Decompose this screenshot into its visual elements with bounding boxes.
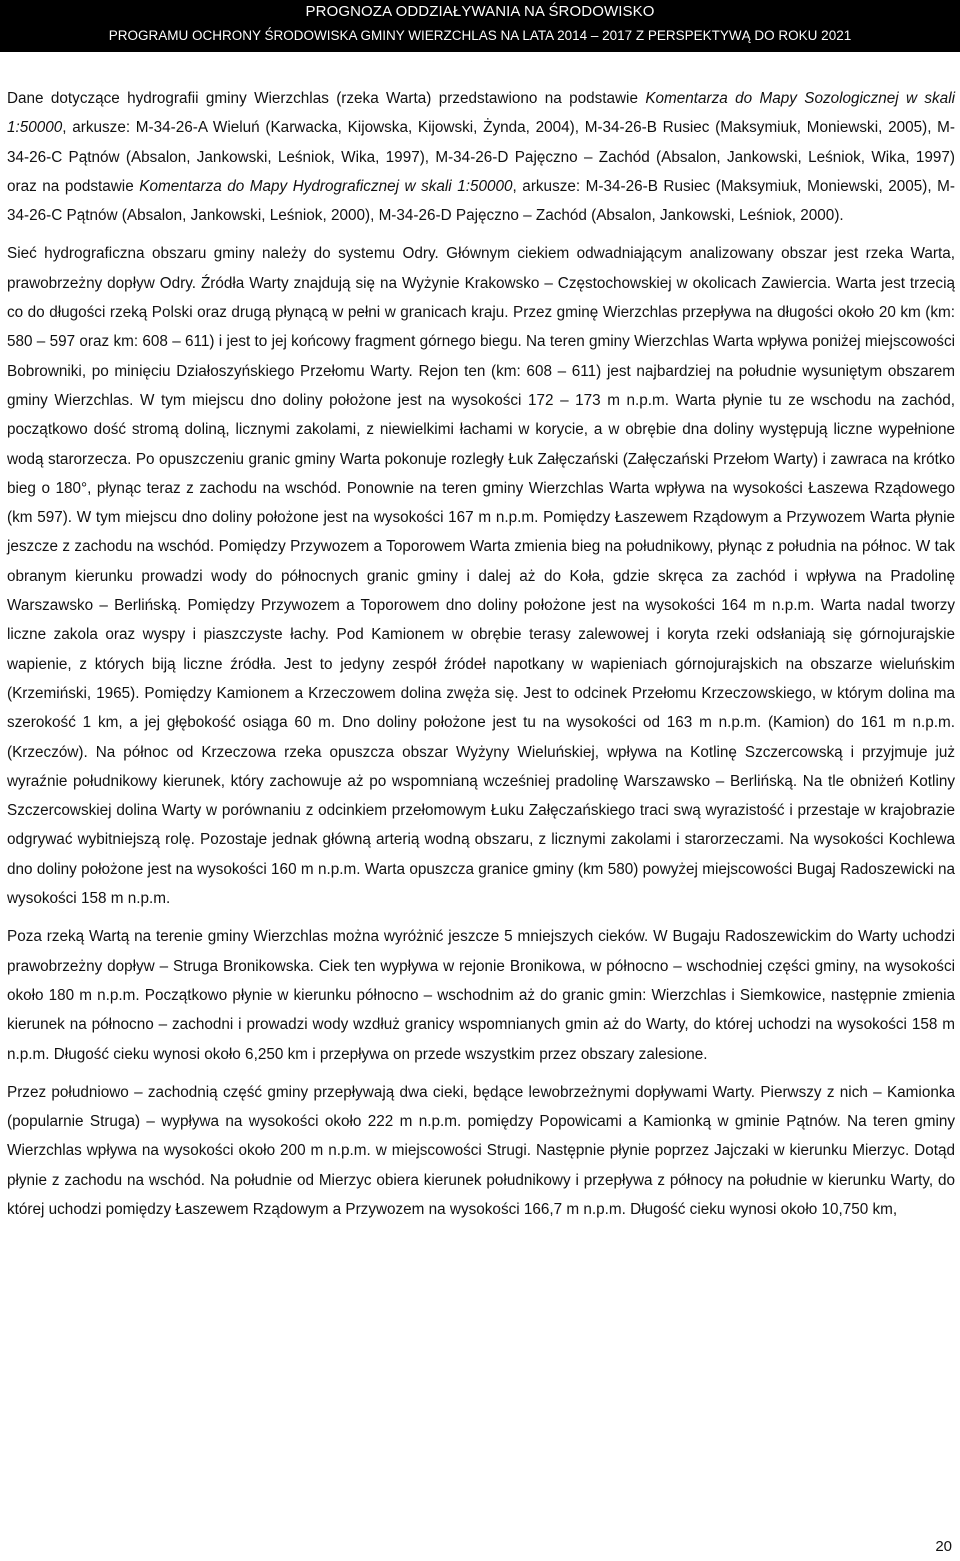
paragraph-sources xyxy=(7,84,955,230)
paragraph-sources-text-e: , arkusze: M-34-26-B Rusiec (Maksymiuk, Moniewski, 2005), M-34-26-C Pątnów (Absalon, Jankowski, Leśniok, 2000), M-34-26-D Pajęczno – Zachód (Absalon, Jankowski, Leśniok, 2000). xyxy=(7,177,956,225)
header-subtitle: PROGRAMU OCHRONY ŚRODOWISKA GMINY WIERZCHLAS NA LATA 2014 – 2017 Z PERSPEKTYWĄ DO ROKU 2021 xyxy=(108,28,852,43)
paragraph-warta-river: Sieć hydrograficzna obszaru gminy należy do systemu Odry. Głównym ciekiem odwadniającym analizowany obszar jest rzeka Warta, prawobrzeżny dopływ Odry. Źródła Warty znajdują się na Wyżynie Krakowsko – Częstochowskiej w okolicach Zawiercia. Warta jest trzecią co do długości rzeką Polski oraz drugą płynącą w pełni w granicach kraju. Przez gminę Wierzchlas przepływa na długości około 20 km (km: 580 – 597 oraz km: 608 – 611) i jest to jej końcowy fragment górnego biegu. Na teren gminy Wierzchlas Warta wpływa poniżej miejscowości Bobrowniki, po minięciu Działoszyńskiego Przełomu Warty. Rejon ten (km: 608 – 611) jest najbardziej na południe wysuniętym obszarem gminy Wierzchlas. W tym miejscu dno doliny położone jest na wysokości 172 – 173 m n.p.m. Warta płynie tu ze wschodu na zachód, początkowo dość stromą doliną, licznymi zakolami, z niewielkimi łachami w korycie, a w obrębie dna doliny występują liczne wypełnione wodą starorzecza. Po opuszczeniu granic gminy Warta pokonuje rozległy Łuk Załęczański (Załęczański Przełom Warty) i zawraca na krótko bieg o 180°, płynąc teraz z zachodu na wschód. Ponownie na teren gminy Wierzchlas Warta wpływa na wysokości Łaszewa Rządowego (km 597). W tym miejscu dno doliny położone jest na wysokości 167 m n.p.m. Pomiędzy Łaszewem Rządowym a Przywozem Warta płynie jeszcze z zachodu na wschód. Pomiędzy Przywozem a Toporowem Warta zmienia bieg na południkowy, płynąc z południa na północ. W tak obranym kierunku prowadzi wody do północnych granic gminy i dalej aż do Koła, gdzie skręca za zachód i wpływa na Pradolinę Warszawsko – Berlińską. Pomiędzy Przywozem a Toporowem dno doliny położone jest na wysokości 164 m n.p.m. Warta nadal tworzy liczne zakola oraz wyspy i piaszczyste łachy. Pod Kamionem w obrębie terasy zalewowej i koryta rzeki odsłaniają się górnojurajskie wapienie, z których biją liczne źródła. Jest to jedyny zespół źródeł napotkany w wapieniach górnojurajskich na obszarze wieluńskim (Krzemiński, 1965). Pomiędzy Kamionem a Krzeczowem dolina zwęża się. Jest to odcinek Przełomu Krzeczowskiego, w którym dolina ma szerokość 1 km, a jej głębokość osiąga 60 m. Dno doliny położone jest tu na wysokości od 163 m n.p.m. (Kamion) do 161 m n.p.m. (Krzeczów). Na północ od Krzeczowa rzeka opuszcza obszar Wyżyny Wieluńskiej, wpływa na Kotlinę Szczercowską i przyjmuje już wyraźnie południkowy kierunek, który zachowuje aż po wspomnianą wcześniej pradolinę Warszawsko – Berlińską. Na tle obniżeń Kotliny Szczercowskiej dolina Warty w porównaniu z odcinkiem przełomowym Łuku Załęczańskiego traci swą wyrazistość i przestaje w krajobrazie odgrywać wybitniejszą rolę. Pozostaje jednak główną arterią wodną obszaru, z licznymi zakolami i starorzeczami. Na wysokości Kochlewa dno doliny położone jest na wysokości 160 m n.p.m. Warta opuszcza granice gminy (km 580) powyżej miejscowości Bugaj Radoszewicki na wysokości 158 m n.p.m. xyxy=(7,245,955,908)
header-title: PROGNOZA ODDZIAŁYWANIA NA ŚRODOWISKO xyxy=(305,3,655,20)
paragraph-kamionka: Przez południowo – zachodnią część gminy przepływają dwa cieki, będące lewobrzeżnymi dopływami Warty. Pierwszy z nich – Kamionka (popularnie Struga) – wypływa na wysokości około 222 m n.p.m. pomiędzy Popowicami a Kamionką w gminie Pątnów. Na teren gminy Wierzchlas wpływa na wysokości około 200 m n.p.m. w miejscowości Strugi. Następnie płynie poprzez Jajczaki w kierunku Mierzyc. Dotąd płynie z zachodu na wschód. Na południe od Mierzyc obiera kierunek południkowy i przepływa z północy na południe w kierunku Warty, do której uchodzi pomiędzy Łaszewem Rządowym a Przywozem na wysokości 166,7 m n.p.m. Długość cieku wynosi około 10,750 km, xyxy=(7,1083,955,1218)
paragraph-sources-text-c: , arkusze: M-34-26-A Wieluń (Karwacka, Kijowska, Kijowski, Żynda, 2004), M-34-26-B Rusiec (Maksymiuk, Moniewski, 2005), M-34-26-C Pątnów (Absalon, Jankowski, Leśniok, Wika, 1997), M-34-26-D Pajęczno – Zachód (Absalon, Jankowski, Leśniok, Wika, 1997) oraz na podstawie xyxy=(7,119,955,195)
document-body xyxy=(7,84,955,1233)
document-header xyxy=(0,0,960,52)
map-commentary-title-hydrographic: Komentarza do Mapy Hydrograficznej w skali 1:50000 xyxy=(139,177,513,195)
map-commentary-title-sozological: Komentarza do Mapy Sozologicznej w skali 1:50000 xyxy=(7,90,955,137)
paragraph-sources-text-a: Dane dotyczące hydrografii gminy Wierzchlas (rzeka Warta) przedstawiono na podstawie xyxy=(7,90,646,107)
page-number: 20 xyxy=(935,1538,952,1555)
paragraph-smaller-streams: Poza rzeką Wartą na terenie gminy Wierzchlas można wyróżnić jeszcze 5 mniejszych cieków. W Bugaju Radoszewickim do Warty uchodzi prawobrzeżny dopływ – Struga Bronikowska. Ciek ten wypływa w rejonie Bronikowa, w północno – wschodniej części gminy, na wysokości około 180 m n.p.m. Początkowo płynie w kierunku północno – wschodnim aż do granic gmin: Wierzchlas i Siemkowice, następnie zmienia kierunek na północno – zachodni i prowadzi wody wzdłuż granicy wspomnianych gmin aż do Warty, do której uchodzi na wysokości 158 m n.p.m. Długość cieku wynosi około 6,250 km i przepływa on przede wszystkim przez obszary zalesione. xyxy=(7,928,955,1063)
